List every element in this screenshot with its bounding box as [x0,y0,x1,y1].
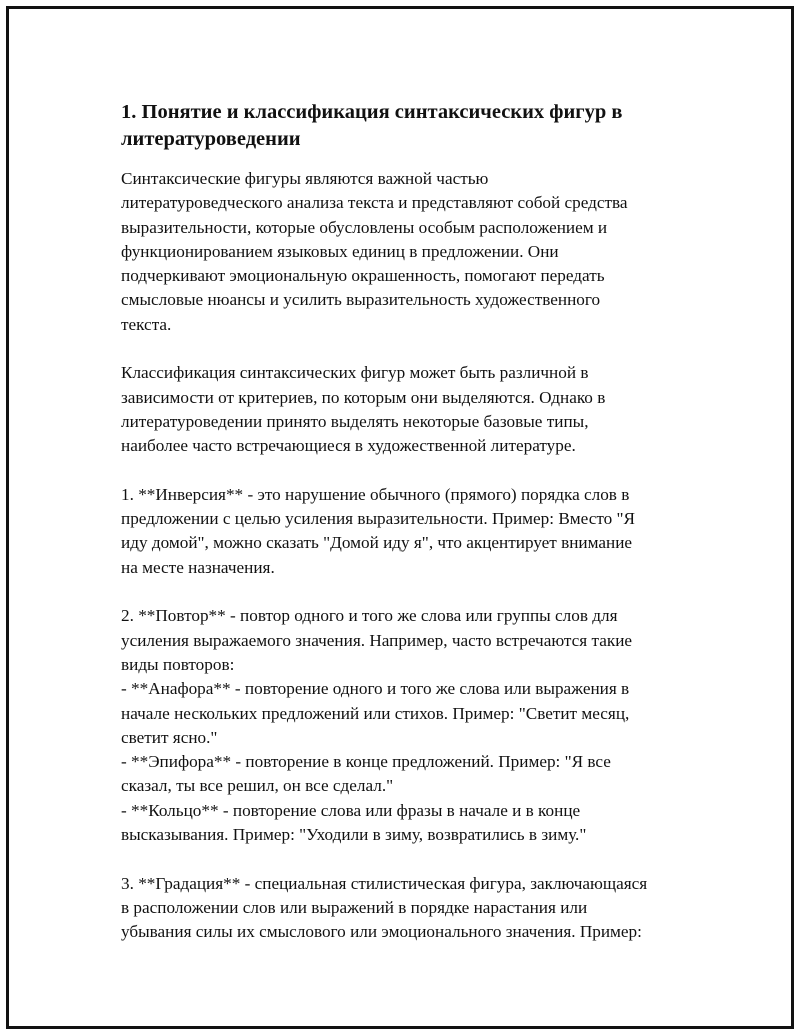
paragraph-gradation: 3. **Градация** - специальная стилистическая фигура, заключающаяся в расположении слов или выражений в порядке нарастания или убывания силы их смыслового или эмоционального значения. Пример: [121,873,648,942]
paragraph-inversion: 1. **Инверсия** - это нарушение обычного (прямого) порядка слов в предложении с целью усиления выразительности. Пример: Вместо "Я иду домой", можно сказать "Домой иду я", что акцентирует внимание на месте назначения. [121,484,636,577]
paragraph-gap [121,337,699,361]
paragraph-intro: Синтаксические фигуры являются важной частью литературоведческого анализа текста и представляют собой средства выразительности, которые обусловлены особым расположением и функционированием языковых единиц в предложении. Они подчеркивают эмоциональную окрашенность, помогают передать смысловые нюансы и усилить выразительность художественного текста. [121,169,628,334]
paragraph-gap [121,459,699,483]
paragraph-classification: Классификация синтаксических фигур может быть различной в зависимости от критериев, по которым они выделяются. Однако в литературоведении принято выделять некоторые базовые типы, наиболее часто встречающиеся в художественной литературе. [121,363,606,456]
paragraph-gap [121,847,699,871]
document-body [121,99,699,945]
paragraph-gap [121,580,699,604]
paragraph-repetition: 2. **Повтор** - повтор одного и того же слова или группы слов для усиления выражаемого значения. Например, часто встречаются такие виды повторов: - **Анафора** - повторение одного и того же слова или выражения в начале нескольких предложений или стихов. Пример: "Светит месяц, светит ясно." - **Эпифора** - повторение в конце предложений. Пример: "Я все сказал, ты все решил, он все сделал." - **Кольцо** - повторение слова или фразы в начале и в конце высказывания. Пример: "Уходили в зиму, возвратились в зиму." [121,606,633,845]
section-heading: 1. Понятие и классификация синтаксических фигур в литературоведении [121,101,623,150]
page-frame [6,6,794,1029]
